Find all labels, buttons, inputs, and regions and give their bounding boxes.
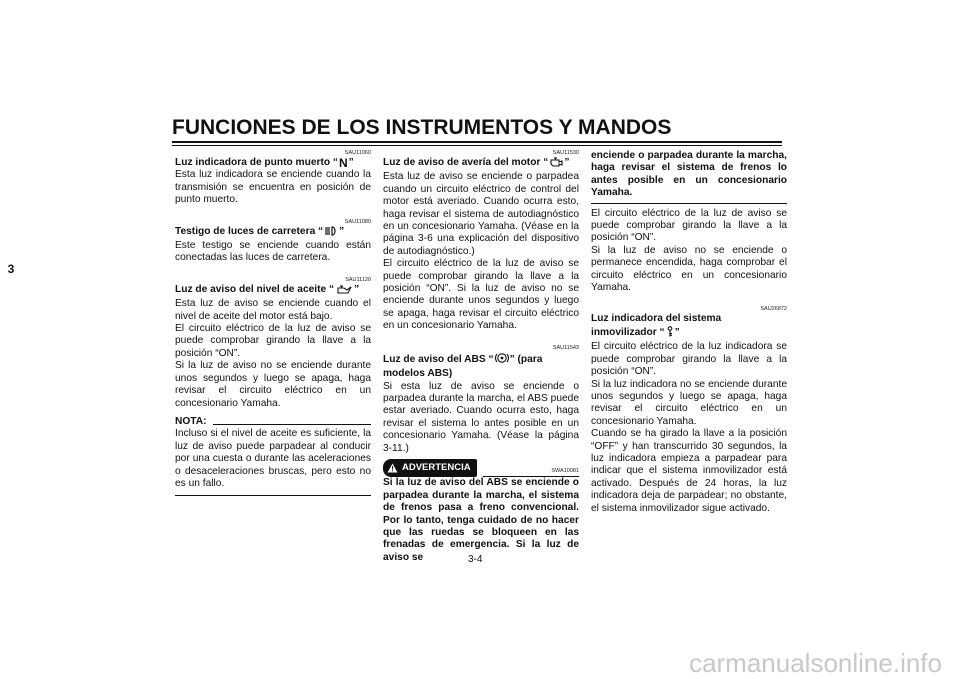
high-beam-icon	[324, 226, 338, 240]
section-heading-abs: Luz de aviso del ABS “ ” (para modelos ABS)	[383, 353, 543, 380]
section-text: Si esta luz de aviso se enciende o parpadea durante la marcha, el ABS puede estar averiado. Cuando ocurra esto, haga revisar el sistema lo antes posible en un concesionario Yamaha. (Véase la página 3-11.)	[383, 380, 579, 454]
section-text: Si la luz de aviso no se enciende durante unos segundos y luego se apaga, haga revisar el circuito eléctrico en un concesionario Yamaha.	[175, 360, 371, 409]
nota-text: Incluso si el nivel de aceite es suficiente, la luz de aviso puede parpadear al conducir por una cuesta o durante las aceleraciones o desaceleraciones bruscas, pero esto no es un fallo.	[175, 428, 371, 489]
warning-badge: ADVERTENCIA	[383, 459, 477, 477]
engine-icon	[549, 157, 563, 171]
column-3	[591, 150, 787, 515]
section-code: SAU11530	[552, 150, 579, 156]
section-code: SAU11120	[345, 276, 371, 283]
section-heading-neutral: Luz indicadora de punto muerto “N”	[175, 156, 354, 170]
section-text: Si la luz indicadora no se enciende durante unos segundos y luego se apaga, haga revisar el circuito eléctrico en un concesionario Yamaha.	[591, 378, 787, 427]
nota-header	[175, 416, 371, 428]
section-text: Esta luz indicadora se enciende cuando la transmisión se encuentra en posición de punto muerto.	[175, 169, 371, 206]
page-number: 3-4	[468, 554, 483, 565]
section-code: SAU11543	[552, 344, 579, 351]
section-heading-oil: Luz de aviso del nivel de aceite “ ”	[175, 284, 371, 298]
title-rule-thin	[172, 145, 782, 146]
key-icon	[666, 326, 674, 341]
nota-end-rule	[175, 495, 371, 496]
oil-can-icon	[335, 284, 353, 298]
chapter-tab: 3	[7, 262, 15, 276]
warning-triangle-icon	[387, 463, 398, 473]
abs-icon	[495, 352, 509, 368]
section-text: Esta luz de aviso se enciende cuando el nivel de aceite del motor está bajo.	[175, 298, 371, 322]
neutral-N-icon: N	[339, 156, 348, 170]
section-text: Cuando se ha girado la llave a la posición “OFF” y han transcurrido 30 segundos, la luz indicadora empieza a parpadear para indicar que el sistema inmovilizador está activado. Después de 24 horas, la luz indicadora deja de parpadear; no obstante, el sistema inmovilizador sigue activado.	[591, 428, 787, 514]
section-text: El circuito eléctrico de la luz de aviso se puede comprobar girando la llave a la posición “ON”.	[175, 323, 371, 359]
warning-text-continued: enciende o parpadea durante la marcha, haga revisar el sistema de frenos lo antes posible en un concesionario Yamaha.	[591, 150, 787, 199]
section-code: SAU11060	[344, 150, 371, 156]
section-text: Si la luz de aviso no se enciende o permanece encendida, haga comprobar el circuito eléctrico en un concesionario Yamaha.	[591, 244, 787, 294]
page-title: FUNCIONES DE LOS INSTRUMENTOS Y MANDOS	[172, 116, 672, 139]
column-2	[383, 150, 579, 564]
section-code: SAU26872	[760, 306, 787, 313]
nota-rule	[213, 424, 372, 425]
section-heading-engine: Luz de aviso de avería del motor “ ”	[383, 157, 579, 171]
section-text: Este testigo se enciende cuando están conectadas las luces de carretera.	[175, 240, 371, 264]
section-text: El circuito eléctrico de la luz de aviso se puede comprobar girando la llave a la posición “ON”. Si la luz de aviso no se enciende durante unos segundos y luego se apaga, haga revisar el circuito eléctrico en un concesionario Yamaha.	[383, 258, 579, 332]
section-text: El circuito eléctrico de la luz indicadora se puede comprobar girando la llave a la posición “ON”.	[591, 341, 787, 378]
warning-text: Si la luz de aviso del ABS se enciende o parpadea durante la marcha, el sistema de frenos pasa a freno convencional. Por lo tanto, tenga cuidado de no hacer que las ruedas se bloqueen en las frenadas de emergencia. Si la luz de aviso se	[383, 477, 579, 563]
column-1	[175, 150, 371, 496]
nota-label: NOTA:	[175, 415, 207, 427]
section-heading-immobilizer: Luz indicadora del sistema inmovilizador “ ”	[591, 313, 787, 341]
warning-code: SWA10081	[551, 468, 579, 475]
section-code: SAU11080	[344, 218, 371, 225]
watermark: carmanualsonline.info	[689, 648, 942, 678]
warning-end-rule	[591, 203, 787, 204]
title-rule	[172, 141, 782, 143]
section-text: El circuito eléctrico de la luz de aviso se puede comprobar girando la llave a la posición “ON”.	[591, 207, 787, 244]
section-text: Esta luz de aviso se enciende o parpadea cuando un circuito eléctrico de control del motor está averiado. Cuando ocurra esto, haga revisar el sistema de autodiagnóstico en un concesionario Yamaha. (Véase en la página 3-6 una explicación del dispositivo de autodiagnóstico.)	[383, 171, 579, 257]
section-heading-high-beam: Testigo de luces de carretera “ ”	[175, 226, 371, 240]
